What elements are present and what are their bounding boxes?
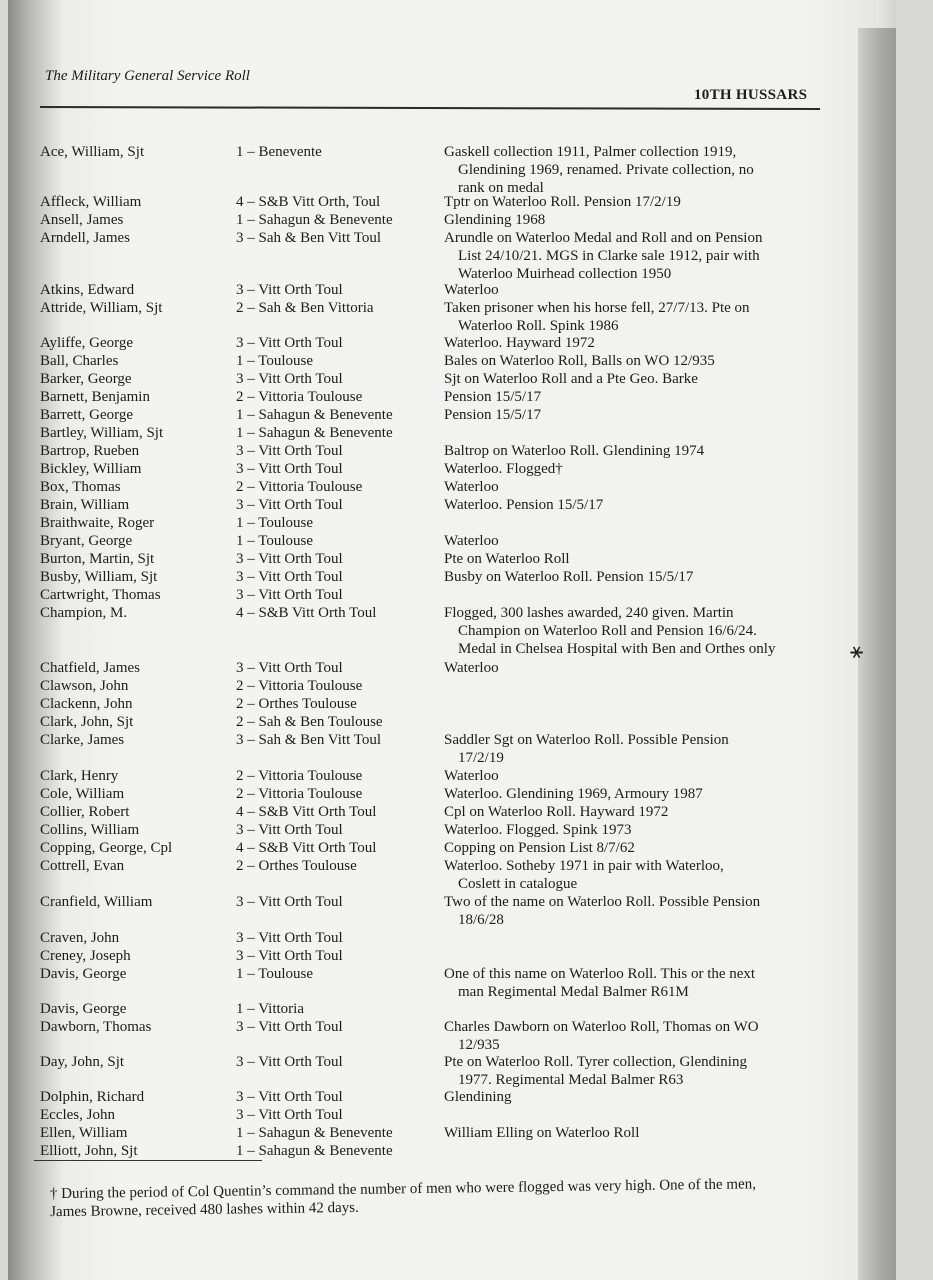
soldier-name: Arndell, James [40, 230, 130, 246]
soldier-name: Barker, George [40, 371, 132, 387]
footnote: † During the period of Col Quentin’s command the number of men who were flogged was very high. One of the men, James Browne, received 480 lashes within 42 days. [49, 1176, 757, 1221]
entry-notes [444, 1053, 824, 1089]
section-title: 10TH HUSSARS [694, 87, 808, 103]
soldier-name: Cole, William [40, 786, 125, 802]
entry-notes [444, 281, 824, 299]
entry-notes [444, 193, 824, 211]
soldier-name: Ellen, William [40, 1125, 128, 1141]
clasps: 3 – Vitt Orth Toul [236, 930, 343, 946]
note-line: Two of the name on Waterloo Roll. Possible Pension [444, 894, 761, 910]
note-line: Medal in Chelsea Hospital with Ben and Orthes only [458, 641, 776, 657]
note-line: Glendining [444, 1089, 512, 1105]
entry-notes [444, 1124, 824, 1142]
soldier-name: Dawborn, Thomas [40, 1019, 152, 1035]
note-line: One of this name on Waterloo Roll. This or the next [444, 966, 756, 982]
clasps: 3 – Vitt Orth Toul [236, 282, 343, 298]
entry-notes [444, 388, 824, 406]
clasps: 2 – Vittoria Toulouse [236, 786, 363, 802]
clasps: 3 – Vitt Orth Toul [236, 1054, 343, 1070]
entry-notes [444, 965, 824, 1001]
soldier-name: Cartwright, Thomas [40, 587, 161, 603]
note-line: Coslett in catalogue [458, 876, 578, 892]
clasps: 3 – Sah & Ben Vitt Toul [236, 230, 382, 246]
clasps: 2 – Orthes Toulouse [236, 858, 357, 874]
clasps: 3 – Vitt Orth Toul [236, 1019, 343, 1035]
note-line: Busby on Waterloo Roll. Pension 15/5/17 [444, 569, 694, 585]
soldier-name: Cranfield, William [40, 894, 153, 910]
note-line: Waterloo. Flogged. Spink 1973 [444, 822, 632, 838]
clasps: 1 – Toulouse [236, 353, 314, 369]
entry-notes [444, 1018, 824, 1054]
clasps: 2 – Vittoria Toulouse [236, 678, 363, 694]
soldier-name: Braithwaite, Roger [40, 515, 155, 531]
soldier-name: Clarke, James [40, 732, 125, 748]
clasps: 2 – Vittoria Toulouse [236, 479, 363, 495]
note-line: Waterloo. Hayward 1972 [444, 335, 595, 351]
clasps: 1 – Sahagun & Benevente [236, 1125, 393, 1141]
note-line: Waterloo [444, 479, 499, 495]
margin-mark: ⚹ [850, 638, 864, 663]
clasps: 3 – Sah & Ben Vitt Toul [236, 732, 382, 748]
clasps: 3 – Vitt Orth Toul [236, 587, 343, 603]
soldier-name: Box, Thomas [40, 479, 121, 495]
clasps: 3 – Vitt Orth Toul [236, 371, 343, 387]
soldier-name: Burton, Martin, Sjt [40, 551, 155, 567]
soldier-name: Clark, John, Sjt [40, 714, 134, 730]
note-line: Charles Dawborn on Waterloo Roll, Thomas on WO [444, 1019, 759, 1035]
entry-notes [444, 767, 824, 785]
clasps: 3 – Vitt Orth Toul [236, 569, 343, 585]
entry-notes [444, 659, 824, 677]
soldier-name: Ayliffe, George [40, 335, 134, 351]
note-line: Glendining 1969, renamed. Private collection, no [458, 162, 754, 178]
clasps: 1 – Toulouse [236, 533, 314, 549]
soldier-name: Brain, William [40, 497, 130, 513]
soldier-name: Bartley, William, Sjt [40, 425, 164, 441]
soldier-name: Clawson, John [40, 678, 129, 694]
clasps: 1 – Sahagun & Benevente [236, 407, 393, 423]
entry-notes [444, 496, 824, 514]
soldier-name: Collier, Robert [40, 804, 130, 820]
soldier-name: Bickley, William [40, 461, 142, 477]
note-line: Pension 15/5/17 [444, 407, 542, 423]
entry-notes [444, 352, 824, 370]
clasps: 3 – Vitt Orth Toul [236, 551, 343, 567]
note-line: Saddler Sgt on Waterloo Roll. Possible Pension [444, 732, 729, 748]
soldier-name: Eccles, John [40, 1107, 115, 1123]
clasps: 3 – Vitt Orth Toul [236, 443, 343, 459]
entry-notes [444, 893, 824, 929]
soldier-name: Barrett, George [40, 407, 134, 423]
note-line: Arundle on Waterloo Medal and Roll and on Pension [444, 230, 763, 246]
soldier-name: Davis, George [40, 1001, 127, 1017]
note-line: Waterloo. Glendining 1969, Armoury 1987 [444, 786, 703, 802]
clasps: 3 – Vitt Orth Toul [236, 335, 343, 351]
entry-notes [444, 857, 824, 893]
entry-notes [444, 550, 824, 568]
note-line: Copping on Pension List 8/7/62 [444, 840, 635, 856]
soldier-name: Chatfield, James [40, 660, 140, 676]
entry-notes [444, 334, 824, 352]
note-line: 12/935 [458, 1037, 500, 1053]
soldier-name: Busby, William, Sjt [40, 569, 158, 585]
soldier-name: Cottrell, Evan [40, 858, 125, 874]
clasps: 4 – S&B Vitt Orth Toul [236, 804, 377, 820]
note-line: Waterloo [444, 768, 499, 784]
clasps: 1 – Toulouse [236, 966, 314, 982]
note-line: Tptr on Waterloo Roll. Pension 17/2/19 [444, 194, 681, 210]
note-line: man Regimental Medal Balmer R61M [458, 984, 689, 1000]
note-line: 18/6/28 [458, 912, 504, 928]
soldier-name: Elliott, John, Sjt [40, 1143, 138, 1159]
entry-notes [444, 785, 824, 803]
note-line: rank on medal [458, 180, 544, 196]
footnote-rule [34, 1160, 262, 1161]
note-line: Waterloo [444, 282, 499, 298]
soldier-name: Dolphin, Richard [40, 1089, 145, 1105]
entry-notes [444, 532, 824, 550]
note-line: Baltrop on Waterloo Roll. Glendining 1974 [444, 443, 705, 459]
entry-notes [444, 803, 824, 821]
note-line: Waterloo. Pension 15/5/17 [444, 497, 604, 513]
entry-notes [444, 370, 824, 388]
note-line: 17/2/19 [458, 750, 504, 766]
clasps: 1 – Vittoria [236, 1001, 304, 1017]
entry-notes [444, 568, 824, 586]
clasps: 1 – Benevente [236, 144, 322, 160]
entry-notes [444, 229, 824, 283]
clasps: 2 – Vittoria Toulouse [236, 768, 363, 784]
soldier-name: Clackenn, John [40, 696, 133, 712]
entry-notes [444, 821, 824, 839]
clasps: 3 – Vitt Orth Toul [236, 948, 343, 964]
soldier-name: Creney, Joseph [40, 948, 131, 964]
clasps: 3 – Vitt Orth Toul [236, 1089, 343, 1105]
note-line: Sjt on Waterloo Roll and a Pte Geo. Barke [444, 371, 698, 387]
clasps: 4 – S&B Vitt Orth Toul [236, 840, 377, 856]
soldier-name: Barnett, Benjamin [40, 389, 150, 405]
clasps: 3 – Vitt Orth Toul [236, 497, 343, 513]
clasps: 3 – Vitt Orth Toul [236, 660, 343, 676]
clasps: 1 – Toulouse [236, 515, 314, 531]
note-line: Pte on Waterloo Roll [444, 551, 570, 567]
entry-notes [444, 839, 824, 857]
note-line: Champion on Waterloo Roll and Pension 16/6/24. [458, 623, 757, 639]
note-line: Glendining 1968 [444, 212, 546, 228]
clasps: 2 – Orthes Toulouse [236, 696, 357, 712]
clasps: 1 – Sahagun & Benevente [236, 212, 393, 228]
soldier-name: Copping, George, Cpl [40, 840, 173, 856]
clasps: 1 – Sahagun & Benevente [236, 425, 393, 441]
entry-notes [444, 442, 824, 460]
note-line: Waterloo [444, 660, 499, 676]
note-line: Waterloo. Flogged† [444, 461, 563, 477]
note-line: Pension 15/5/17 [444, 389, 542, 405]
note-line: Bales on Waterloo Roll, Balls on WO 12/935 [444, 353, 715, 369]
clasps: 3 – Vitt Orth Toul [236, 822, 343, 838]
entry-notes [444, 299, 824, 335]
soldier-name: Davis, George [40, 966, 127, 982]
note-line: Gaskell collection 1911, Palmer collection 1919, [444, 144, 737, 160]
note-line: Waterloo Roll. Spink 1986 [458, 318, 619, 334]
soldier-name: Collins, William [40, 822, 140, 838]
note-line: William Elling on Waterloo Roll [444, 1125, 640, 1141]
entry-notes [444, 406, 824, 424]
soldier-name: Day, John, Sjt [40, 1054, 125, 1070]
note-line: Pte on Waterloo Roll. Tyrer collection, Glendining [444, 1054, 747, 1070]
clasps: 2 – Sah & Ben Vittoria [236, 300, 374, 316]
soldier-name: Clark, Henry [40, 768, 119, 784]
clasps: 4 – S&B Vitt Orth, Toul [236, 194, 381, 210]
clasps: 3 – Vitt Orth Toul [236, 461, 343, 477]
note-line: List 24/10/21. MGS in Clarke sale 1912, pair with [458, 248, 760, 264]
clasps: 4 – S&B Vitt Orth Toul [236, 605, 377, 621]
soldier-name: Ace, William, Sjt [40, 144, 145, 160]
entry-notes [444, 731, 824, 767]
clasps: 1 – Sahagun & Benevente [236, 1143, 393, 1159]
soldier-name: Bartrop, Rueben [40, 443, 140, 459]
entry-notes [444, 460, 824, 478]
note-line: Waterloo Muirhead collection 1950 [458, 266, 672, 282]
soldier-name: Craven, John [40, 930, 120, 946]
note-line: Cpl on Waterloo Roll. Hayward 1972 [444, 804, 669, 820]
entry-notes [444, 211, 824, 229]
soldier-name: Ansell, James [40, 212, 124, 228]
soldier-name: Attride, William, Sjt [40, 300, 163, 316]
note-line: Waterloo. Sotheby 1971 in pair with Waterloo, [444, 858, 724, 874]
note-line: Flogged, 300 lashes awarded, 240 given. Martin [444, 605, 734, 621]
clasps: 2 – Vittoria Toulouse [236, 389, 363, 405]
soldier-name: Bryant, George [40, 533, 133, 549]
note-line: 1977. Regimental Medal Balmer R63 [458, 1072, 684, 1088]
clasps: 3 – Vitt Orth Toul [236, 1107, 343, 1123]
clasps: 2 – Sah & Ben Toulouse [236, 714, 383, 730]
soldier-name: Ball, Charles [40, 353, 119, 369]
soldier-name: Atkins, Edward [40, 282, 135, 298]
running-title: The Military General Service Roll [45, 68, 250, 84]
soldier-name: Affleck, William [40, 194, 142, 210]
note-line: Waterloo [444, 533, 499, 549]
clasps: 3 – Vitt Orth Toul [236, 894, 343, 910]
entry-notes [444, 1088, 824, 1106]
entry-notes [444, 143, 824, 197]
entry-notes [444, 604, 824, 658]
entry-notes [444, 478, 824, 496]
soldier-name: Champion, M. [40, 605, 128, 621]
note-line: Taken prisoner when his horse fell, 27/7/13. Pte on [444, 300, 750, 316]
